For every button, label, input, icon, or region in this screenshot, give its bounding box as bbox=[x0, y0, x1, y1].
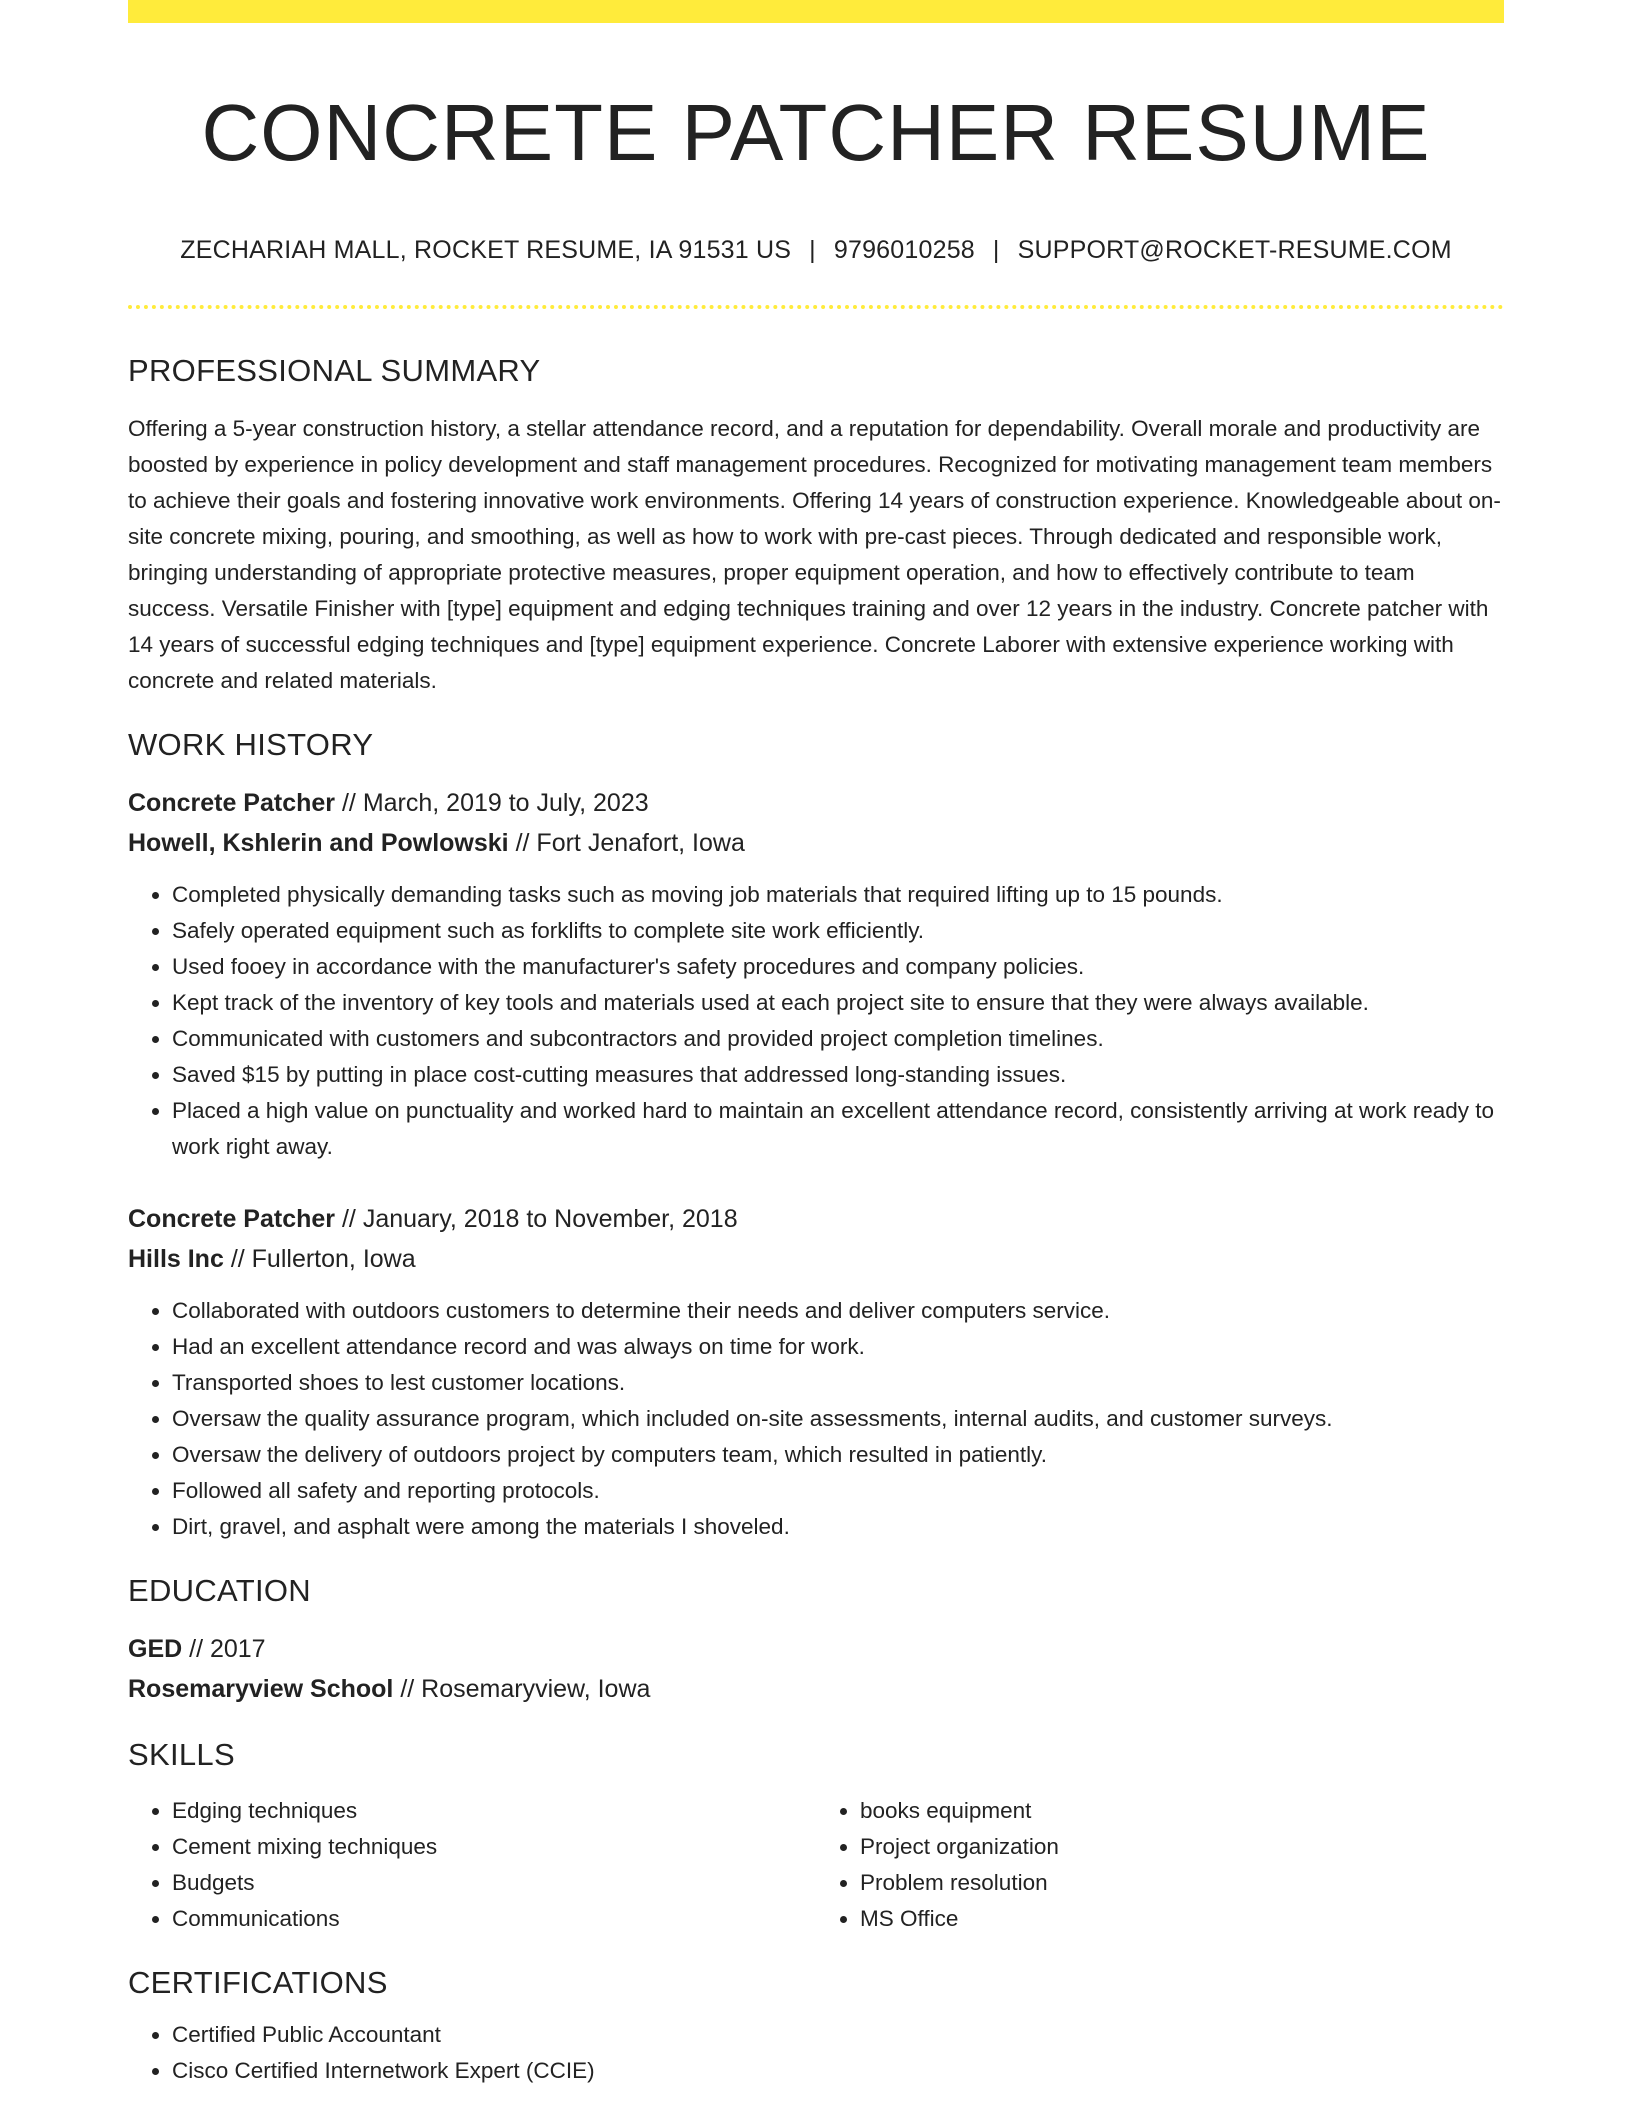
certification-item: • Certified Public Accountant bbox=[172, 2017, 1504, 2053]
job-bullet: • Safely operated equipment such as forklifts to complete site work efficiently. bbox=[172, 913, 1504, 949]
skill-item: • Edging techniques bbox=[172, 1793, 816, 1829]
education-degree: GED bbox=[128, 1635, 183, 1663]
skills-column-right bbox=[816, 1793, 1504, 1937]
job-company: Hills Inc bbox=[128, 1245, 224, 1273]
job-bullet: • Had an excellent attendance record and was always on time for work. bbox=[172, 1329, 1504, 1365]
skill-item: • Project organization bbox=[860, 1829, 1504, 1865]
job-bullet: • Followed all safety and reporting protocols. bbox=[172, 1473, 1504, 1509]
job-dates: // January, 2018 to November, 2018 bbox=[335, 1205, 738, 1233]
dotted-divider bbox=[128, 305, 1504, 309]
work-history-heading: WORK HISTORY bbox=[128, 727, 374, 762]
job-bullet: • Collaborated with outdoors customers to determine their needs and deliver computers service. bbox=[172, 1293, 1504, 1329]
job-location: // Fort Jenafort, Iowa bbox=[508, 829, 745, 857]
resume-page bbox=[128, 0, 1504, 2089]
resume-title: CONCRETE PATCHER RESUME bbox=[201, 88, 1431, 177]
skill-item: • books equipment bbox=[860, 1793, 1504, 1829]
job-bullet: • Used fooey in accordance with the manufacturer's safety procedures and company policies. bbox=[172, 949, 1504, 985]
job-title-line bbox=[128, 1199, 1504, 1239]
job-bullet: • Oversaw the delivery of outdoors project by computers team, which resulted in patiently. bbox=[172, 1437, 1504, 1473]
skill-item: • Problem resolution bbox=[860, 1865, 1504, 1901]
education-school: Rosemaryview School bbox=[128, 1675, 394, 1703]
accent-top-bar bbox=[128, 0, 1504, 23]
job-title: Concrete Patcher bbox=[128, 789, 336, 817]
skill-item: • MS Office bbox=[860, 1901, 1504, 1937]
job-bullet: • Dirt, gravel, and asphalt were among the materials I shoveled. bbox=[172, 1509, 1504, 1545]
certification-item: • Cisco Certified Internetwork Expert (CCIE) bbox=[172, 2053, 1504, 2089]
job-company-line bbox=[128, 1239, 1504, 1279]
skill-item: • Communications bbox=[172, 1901, 816, 1937]
certifications-heading: CERTIFICATIONS bbox=[128, 1965, 388, 2000]
job-title-line bbox=[128, 783, 1504, 823]
job-bullet: • Kept track of the inventory of key tools and materials used at each project site to ensure that they were always available. bbox=[172, 985, 1504, 1021]
education-heading: EDUCATION bbox=[128, 1573, 311, 1608]
contact-separator: | bbox=[992, 236, 1000, 264]
skill-item: • Cement mixing techniques bbox=[172, 1829, 816, 1865]
skills-heading: SKILLS bbox=[128, 1737, 235, 1772]
job-bullets bbox=[128, 1293, 1504, 1545]
skill-item: • Budgets bbox=[172, 1865, 816, 1901]
job-bullet: • Saved $15 by putting in place cost-cutting measures that addressed long-standing issues. bbox=[172, 1057, 1504, 1093]
job-dates: // March, 2019 to July, 2023 bbox=[335, 789, 649, 817]
summary-heading: PROFESSIONAL SUMMARY bbox=[128, 353, 541, 388]
job-entry bbox=[128, 1199, 1504, 1545]
job-bullet: • Transported shoes to lest customer locations. bbox=[172, 1365, 1504, 1401]
summary-text: Offering a 5-year construction history, a stellar attendance record, and a reputation for dependability. Overall morale and productivity are boosted by experience in policy development and staff management procedures. Recognized for motivating management team members to achieve their goals and fostering innovative work environments. Offering 14 years of construction experience. Knowledgeable about on-site concrete mixing, pouring, and smoothing, as well as how to work with pre-cast pieces. Through dedicated and responsible work, bringing understanding of appropriate protective measures, proper equipment operation, and how to effectively contribute to team success. Versatile Finisher with [type] equipment and edging techniques training and over 12 years in the industry. Concrete patcher with 14 years of successful edging techniques and [type] equipment experience. Concrete Laborer with extensive experience working with concrete and related materials. bbox=[128, 416, 1501, 693]
skills-list bbox=[128, 1793, 1504, 1937]
contact-phone[interactable]: 9796010258 bbox=[833, 236, 975, 264]
job-bullet: • Placed a high value on punctuality and worked hard to maintain an excellent attendance record, consistently arriving at work ready to work right away. bbox=[172, 1093, 1504, 1165]
job-bullet: • Completed physically demanding tasks such as moving job materials that required lifting up to 15 pounds. bbox=[172, 877, 1504, 913]
job-bullets bbox=[128, 877, 1504, 1165]
education-degree-line bbox=[128, 1629, 1504, 1669]
contact-email[interactable]: SUPPORT@ROCKET-RESUME.COM bbox=[1017, 236, 1452, 264]
certifications-list bbox=[128, 2017, 1504, 2089]
skills-column-left bbox=[128, 1793, 816, 1937]
education-school-line bbox=[128, 1669, 1504, 1709]
job-bullet: • Communicated with customers and subcontractors and provided project completion timelines. bbox=[172, 1021, 1504, 1057]
job-company: Howell, Kshlerin and Powlowski bbox=[128, 829, 509, 857]
job-entry bbox=[128, 783, 1504, 1165]
job-location: // Fullerton, Iowa bbox=[223, 1245, 416, 1273]
education-year: // 2017 bbox=[182, 1635, 266, 1663]
contact-separator: | bbox=[809, 236, 816, 264]
education-location: // Rosemaryview, Iowa bbox=[393, 1675, 651, 1703]
job-title: Concrete Patcher bbox=[128, 1205, 336, 1233]
job-company-line bbox=[128, 823, 1504, 863]
contact-address: ZECHARIAH MALL, ROCKET RESUME, IA 91531 US bbox=[180, 236, 792, 264]
contact-line bbox=[128, 235, 1504, 265]
job-bullet: • Oversaw the quality assurance program, which included on-site assessments, internal audits, and customer surveys. bbox=[172, 1401, 1504, 1437]
